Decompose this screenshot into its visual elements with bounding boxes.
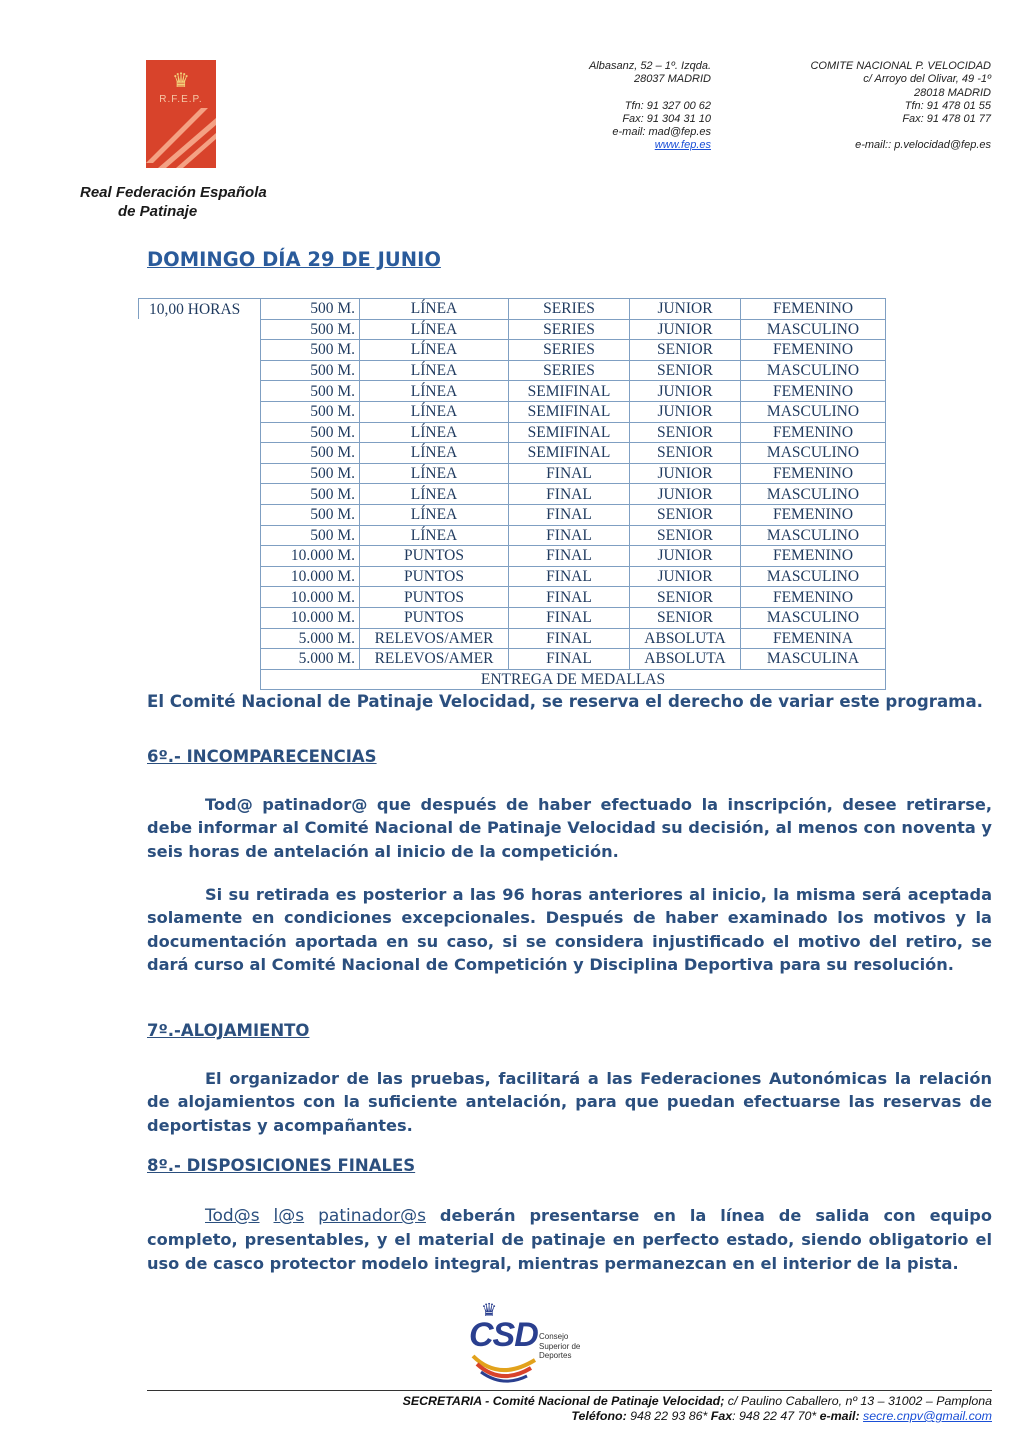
cnpv-fax: Fax: 91 478 01 77: [902, 113, 991, 126]
fep-fax: Fax: 91 304 31 10: [622, 112, 711, 125]
section8-paragraph1-text: deberán presentarse en la línea de salida con equipo completo, presentables, y el material de patinaje en perfecto estado, siendo obligatorio el uso de casco protector modelo integral, mientras permanezcan en el interior de la pista.: [147, 1206, 993, 1273]
schedule-cell-category: SENIOR: [630, 340, 741, 361]
schedule-cell-gender: FEMENINA: [741, 628, 886, 649]
schedule-cell-category: SENIOR: [630, 504, 741, 525]
schedule-cell-distance: 500 M.: [261, 422, 360, 443]
schedule-time-empty: [139, 525, 261, 546]
schedule-cell-modality: LÍNEA: [360, 360, 509, 381]
schedule-row: [139, 628, 886, 649]
schedule-cell-round: FINAL: [509, 484, 630, 505]
cnpv-address-line1: COMITE NACIONAL P. VELOCIDAD: [810, 60, 991, 72]
schedule-cell-gender: FEMENINO: [741, 340, 886, 361]
schedule-row: [139, 299, 886, 320]
schedule-cell-round: SEMIFINAL: [509, 401, 630, 422]
schedule-cell-category: SENIOR: [630, 360, 741, 381]
schedule-row: [139, 381, 886, 402]
schedule-cell-round: SERIES: [509, 360, 630, 381]
footer-fax: : 948 22 47 70*: [732, 1409, 817, 1423]
schedule-cell-modality: RELEVOS/AMER: [360, 649, 509, 670]
schedule-cell-gender: FEMENINO: [741, 299, 886, 320]
schedule-cell-category: JUNIOR: [630, 484, 741, 505]
schedule-cell-round: FINAL: [509, 525, 630, 546]
section6-paragraph2: [147, 883, 992, 976]
section7-paragraph1: [147, 1067, 992, 1137]
schedule-row: [139, 422, 886, 443]
schedule-cell-distance: 500 M.: [261, 401, 360, 422]
schedule-cell-modality: PUNTOS: [360, 566, 509, 587]
schedule-cell-modality: LÍNEA: [360, 443, 509, 464]
schedule-cell-round: SERIES: [509, 319, 630, 340]
schedule-time-empty: [139, 381, 261, 402]
schedule-cell-gender: MASCULINO: [741, 525, 886, 546]
schedule-cell-round: FINAL: [509, 546, 630, 567]
schedule-cell-round: SERIES: [509, 340, 630, 361]
schedule-time-empty: [139, 360, 261, 381]
schedule-cell-round: FINAL: [509, 628, 630, 649]
section8-title: 8º.- DISPOSICIONES FINALES: [147, 1156, 416, 1175]
schedule-time-empty: [139, 566, 261, 587]
schedule-time-empty: [139, 607, 261, 628]
schedule-cell-gender: MASCULINO: [741, 443, 886, 464]
footer-rule: [147, 1390, 992, 1391]
schedule-time-empty: [139, 649, 261, 670]
schedule-cell-round: FINAL: [509, 504, 630, 525]
schedule-cell-distance: 500 M.: [261, 340, 360, 361]
rfep-logo-text: R.F.E.P.: [159, 94, 203, 105]
schedule-cell-category: SENIOR: [630, 422, 741, 443]
cnpv-address-block: [740, 60, 991, 153]
footer-phone-label: Teléfono:: [571, 1409, 627, 1423]
section6-title: 6º.- INCOMPARECENCIAS: [147, 747, 377, 766]
csd-logo-line3: Deportes: [539, 1351, 572, 1360]
schedule-cell-round: FINAL: [509, 463, 630, 484]
schedule-cell-modality: LÍNEA: [360, 340, 509, 361]
cnpv-address-line3: 28018 MADRID: [913, 86, 991, 99]
schedule-time-empty: [139, 401, 261, 422]
csd-crown-icon: ♛: [481, 1300, 498, 1321]
crown-icon: ♛: [172, 68, 190, 92]
schedule-table: [138, 298, 886, 690]
schedule-cell-modality: LÍNEA: [360, 463, 509, 484]
cnpv-email: e-mail:: p.velocidad@fep.es: [855, 139, 991, 152]
section7-paragraph1-text: El organizador de las pruebas, facilitará a las Federaciones Autonómicas la relación de alojamientos con la suficiente antelación, para que puedan efectuarse las reservas de deportistas y acompañantes.: [147, 1069, 992, 1135]
schedule-time-empty: [139, 319, 261, 340]
schedule-cell-gender: MASCULINO: [741, 360, 886, 381]
fep-phone: Tfn: 91 327 00 62: [624, 99, 711, 112]
schedule-time-empty: [139, 628, 261, 649]
csd-swoosh-graphic: [469, 1352, 539, 1386]
schedule-cell-distance: 10.000 M.: [261, 607, 360, 628]
schedule-cell-category: SENIOR: [630, 443, 741, 464]
schedule-cell-gender: MASCULINO: [741, 566, 886, 587]
schedule-row: [139, 566, 886, 587]
schedule-cell-distance: 500 M.: [261, 299, 360, 320]
section8-paragraph1: [147, 1204, 992, 1275]
schedule-cell-gender: FEMENINO: [741, 381, 886, 402]
footer-address: c/ Paulino Caballero, nº 13 – 31002 – Pamplona: [724, 1394, 992, 1408]
schedule-cell-modality: LÍNEA: [360, 484, 509, 505]
section6-paragraph1: [147, 793, 992, 863]
schedule-cell-modality: LÍNEA: [360, 381, 509, 402]
schedule-cell-category: JUNIOR: [630, 401, 741, 422]
reserve-note: El Comité Nacional de Patinaje Velocidad, se reserva el derecho de variar este programa.: [147, 692, 983, 711]
schedule-cell-round: SERIES: [509, 299, 630, 320]
schedule-time-empty: [139, 463, 261, 484]
schedule-time-empty: [139, 422, 261, 443]
footer-email-label: e-mail:: [816, 1409, 860, 1423]
org-name-line1: Real Federación Española: [80, 184, 267, 201]
schedule-time-empty: [139, 484, 261, 505]
schedule-cell-category: JUNIOR: [630, 566, 741, 587]
schedule-cell-category: JUNIOR: [630, 299, 741, 320]
schedule-time-empty: [139, 504, 261, 525]
footer-secretaria: SECRETARIA - Comité Nacional de Patinaje Velocidad;: [402, 1394, 725, 1408]
schedule-cell-round: SEMIFINAL: [509, 443, 630, 464]
schedule-cell-distance: 500 M.: [261, 484, 360, 505]
csd-logo-line2: Superior de: [539, 1341, 581, 1351]
rfep-logo: [146, 60, 216, 168]
schedule-time-empty: [139, 587, 261, 608]
section6-paragraph2-text: Si su retirada es posterior a las 96 horas anteriores al inicio, la misma será aceptada solamente en condiciones excepcionales. Después de haber examinado los motivos y la documentación aportada en su caso, si se considera injustificado el motivo del retiro, se dará curso al Comité Nacional de Competición y Disciplina Deportiva para su resolución.: [147, 885, 992, 974]
schedule-cell-modality: LÍNEA: [360, 401, 509, 422]
schedule-cell-category: JUNIOR: [630, 546, 741, 567]
schedule-cell-modality: LÍNEA: [360, 299, 509, 320]
section7-title: 7º.-ALOJAMIENTO: [147, 1021, 310, 1040]
schedule-medals-row: [139, 669, 886, 690]
schedule-cell-modality: LÍNEA: [360, 422, 509, 443]
schedule-row: [139, 504, 886, 525]
schedule-cell-round: FINAL: [509, 587, 630, 608]
schedule-cell-distance: 10.000 M.: [261, 566, 360, 587]
footer-phone: 948 22 93 86*: [626, 1409, 708, 1423]
schedule-cell-modality: PUNTOS: [360, 587, 509, 608]
schedule-cell-distance: 10.000 M.: [261, 546, 360, 567]
schedule-row: [139, 360, 886, 381]
schedule-row: [139, 319, 886, 340]
schedule-cell-category: JUNIOR: [630, 463, 741, 484]
schedule-row: [139, 340, 886, 361]
org-name: [80, 183, 290, 221]
schedule-cell-modality: PUNTOS: [360, 607, 509, 628]
schedule-cell-gender: MASCULINO: [741, 484, 886, 505]
schedule-cell-distance: 500 M.: [261, 319, 360, 340]
schedule-cell-gender: MASCULINA: [741, 649, 886, 670]
schedule-cell-category: ABSOLUTA: [630, 628, 741, 649]
csd-logo-line1: Consejo: [539, 1332, 569, 1341]
schedule-cell-round: FINAL: [509, 649, 630, 670]
csd-logo: [467, 1300, 585, 1388]
schedule-cell-category: JUNIOR: [630, 319, 741, 340]
cnpv-phone: Tfn: 91 478 01 55: [904, 99, 991, 112]
logo-stripes-graphic: [146, 108, 216, 168]
schedule-cell-gender: MASCULINO: [741, 401, 886, 422]
schedule-row: [139, 484, 886, 505]
csd-logo-letters: CSD: [469, 1316, 538, 1354]
footer-line1: [147, 1394, 992, 1409]
schedule-row: [139, 607, 886, 628]
schedule-cell-category: SENIOR: [630, 525, 741, 546]
schedule-cell-category: ABSOLUTA: [630, 649, 741, 670]
csd-logo-subtitle: [539, 1332, 580, 1361]
footer-fax-label: Fax: [707, 1409, 733, 1423]
org-name-line2: de Patinaje: [118, 203, 198, 220]
cnpv-address-line2: c/ Arroyo del Olivar, 49 -1º: [863, 73, 991, 86]
schedule-cell-modality: LÍNEA: [360, 504, 509, 525]
schedule-cell-category: SENIOR: [630, 587, 741, 608]
schedule-cell-gender: FEMENINO: [741, 422, 886, 443]
schedule-cell-modality: RELEVOS/AMER: [360, 628, 509, 649]
schedule-cell-distance: 500 M.: [261, 463, 360, 484]
schedule-medals-cell: ENTREGA DE MEDALLAS: [261, 669, 886, 690]
schedule-cell-distance: 500 M.: [261, 443, 360, 464]
schedule-time-empty: [139, 546, 261, 567]
section8-word-patinadores: patinador@s: [318, 1206, 426, 1226]
fep-email: e-mail: mad@fep.es: [612, 126, 711, 139]
schedule-cell-modality: PUNTOS: [360, 546, 509, 567]
schedule-time-empty: [139, 340, 261, 361]
fep-address-line2: 28037 MADRID: [633, 73, 711, 86]
section6-paragraph1-text: Tod@ patinador@ que después de haber efectuado la inscripción, desee retirarse, debe informar al Comité Nacional de Patinaje Velocidad su decisión, al menos con noventa y seis horas de antelación al inicio de la competición.: [147, 795, 992, 861]
schedule-cell-distance: 5.000 M.: [261, 628, 360, 649]
schedule-cell-distance: 500 M.: [261, 381, 360, 402]
schedule-row: [139, 587, 886, 608]
schedule-cell-round: FINAL: [509, 566, 630, 587]
section8-word-todos: Tod@s: [205, 1206, 260, 1226]
footer-email-link[interactable]: secre.cnpv@gmail.com: [863, 1409, 992, 1423]
schedule-time-empty: [139, 669, 261, 690]
fep-address-line1: Albasanz, 52 – 1º. Izqda.: [588, 60, 711, 72]
schedule-cell-round: SEMIFINAL: [509, 422, 630, 443]
schedule-cell-modality: LÍNEA: [360, 319, 509, 340]
day-heading: DOMINGO DÍA 29 DE JUNIO: [147, 248, 441, 271]
schedule-cell-distance: 5.000 M.: [261, 649, 360, 670]
schedule-time-empty: [139, 443, 261, 464]
schedule-cell-distance: 10.000 M.: [261, 587, 360, 608]
schedule-cell-round: SEMIFINAL: [509, 381, 630, 402]
footer-line2: [147, 1409, 992, 1424]
fep-web-link[interactable]: www.fep.es: [654, 139, 711, 152]
schedule-cell-gender: MASCULINO: [741, 319, 886, 340]
schedule-cell-round: FINAL: [509, 607, 630, 628]
schedule-cell-gender: FEMENINO: [741, 546, 886, 567]
schedule-cell-distance: 500 M.: [261, 504, 360, 525]
schedule-cell-category: JUNIOR: [630, 381, 741, 402]
schedule-cell-category: SENIOR: [630, 607, 741, 628]
schedule-row: [139, 463, 886, 484]
fep-address-block: [540, 60, 711, 153]
schedule-cell-distance: 500 M.: [261, 360, 360, 381]
schedule-cell-gender: MASCULINO: [741, 607, 886, 628]
schedule-cell-gender: FEMENINO: [741, 587, 886, 608]
schedule-cell-distance: 500 M.: [261, 525, 360, 546]
schedule-start-time: 10,00 HORAS: [139, 299, 261, 320]
schedule-cell-gender: FEMENINO: [741, 504, 886, 525]
schedule-cell-modality: LÍNEA: [360, 525, 509, 546]
schedule-row: [139, 443, 886, 464]
schedule-cell-gender: FEMENINO: [741, 463, 886, 484]
schedule-row: [139, 546, 886, 567]
schedule-row: [139, 649, 886, 670]
schedule-row: [139, 401, 886, 422]
schedule-row: [139, 525, 886, 546]
section8-word-los: l@s: [273, 1206, 305, 1226]
